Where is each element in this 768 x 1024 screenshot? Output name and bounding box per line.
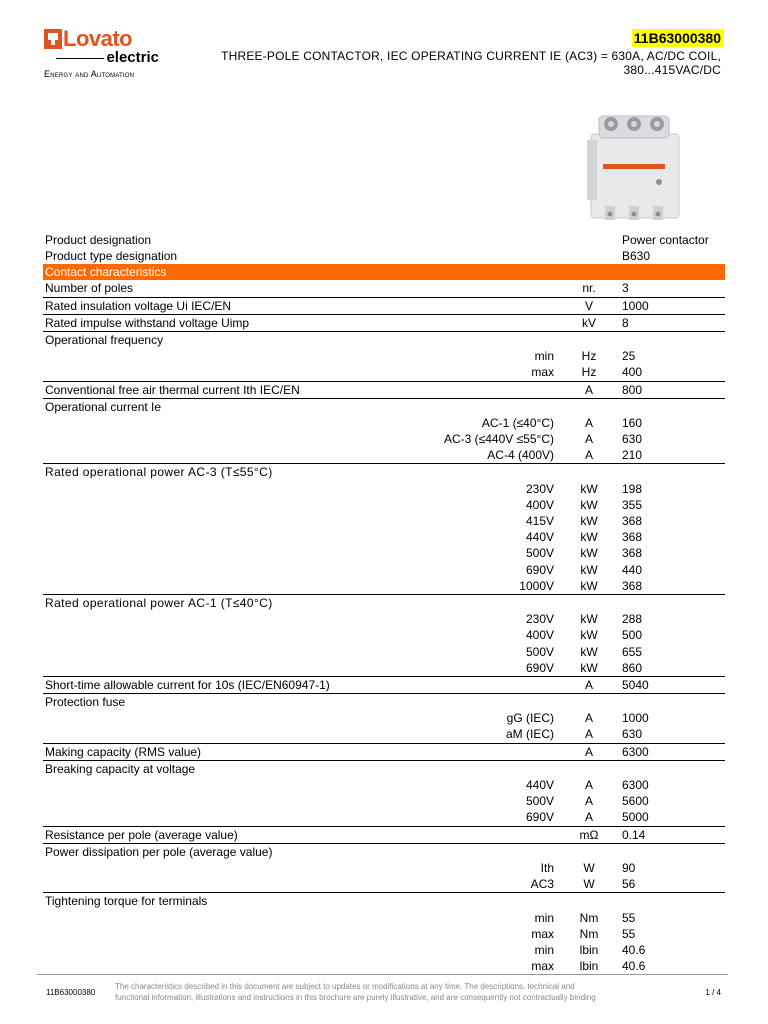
row-value: 5000 bbox=[622, 810, 649, 825]
table-row bbox=[43, 726, 725, 743]
row-label: Rated operational power AC-1 (T≤40°C) bbox=[45, 595, 273, 610]
row-sublabel: aM (IEC) bbox=[506, 727, 554, 742]
row-sublabel: 415V bbox=[525, 514, 554, 528]
table-row bbox=[43, 431, 725, 447]
row-label: Rated operational power AC-3 (T≤55°C) bbox=[45, 465, 273, 480]
table-row bbox=[43, 777, 725, 793]
row-value: 8 bbox=[622, 315, 629, 330]
row-value: 55 bbox=[622, 910, 636, 925]
row-unit: kW bbox=[580, 530, 598, 545]
table-row bbox=[43, 464, 725, 480]
row-value: 6300 bbox=[622, 778, 649, 792]
row-sublabel: 400V bbox=[525, 628, 554, 643]
logo-sub bbox=[44, 50, 159, 66]
logo-word: Lovato bbox=[63, 26, 133, 51]
table-row bbox=[43, 348, 725, 364]
row-value: Power contactor bbox=[622, 233, 709, 247]
row-sublabel: 690V bbox=[525, 810, 554, 825]
contactor-photo bbox=[583, 112, 685, 224]
row-unit: Nm bbox=[579, 910, 599, 925]
row-value: 3 bbox=[622, 281, 629, 296]
row-unit: Hz bbox=[581, 349, 597, 364]
row-unit: A bbox=[584, 744, 593, 759]
table-row bbox=[43, 578, 725, 595]
table-row bbox=[43, 844, 725, 860]
row-unit: A bbox=[584, 711, 593, 726]
specification-table bbox=[43, 232, 725, 974]
table-row bbox=[43, 627, 725, 643]
row-label: Breaking capacity at voltage bbox=[45, 761, 196, 776]
row-value: 630 bbox=[622, 432, 643, 447]
table-row bbox=[43, 809, 725, 826]
title-line-1: THREE-POLE CONTACTOR, IEC OPERATING CURRENT IE (AC3) = 630A, AC/DC COIL, bbox=[221, 49, 721, 63]
table-row bbox=[43, 382, 725, 399]
row-value: 355 bbox=[622, 497, 643, 512]
row-unit: A bbox=[584, 794, 593, 809]
row-sublabel: 440V bbox=[525, 530, 554, 545]
row-sublabel: 500V bbox=[525, 794, 554, 809]
row-value: 6300 bbox=[622, 744, 649, 759]
row-label: Protection fuse bbox=[45, 695, 126, 710]
table-row bbox=[43, 744, 725, 761]
document-title bbox=[181, 49, 721, 77]
table-row bbox=[43, 860, 725, 876]
row-unit: nr. bbox=[582, 281, 596, 296]
row-sublabel: min bbox=[534, 910, 554, 925]
table-row bbox=[43, 660, 725, 677]
row-value: 198 bbox=[622, 481, 643, 496]
row-unit: kW bbox=[580, 481, 598, 496]
row-sublabel: 500V bbox=[525, 546, 554, 561]
footer-product-code: 11B63000380 bbox=[46, 988, 96, 997]
table-row bbox=[43, 364, 725, 381]
row-sublabel: 400V bbox=[525, 497, 554, 512]
footer-disclaimer bbox=[115, 981, 675, 1003]
row-sublabel: 690V bbox=[525, 562, 554, 577]
row-value: 630 bbox=[622, 727, 643, 742]
row-unit: kW bbox=[580, 514, 598, 528]
footer-divider bbox=[37, 974, 728, 975]
row-unit: lbin bbox=[579, 959, 599, 974]
row-sublabel: max bbox=[531, 926, 554, 941]
row-value: 5040 bbox=[622, 677, 649, 692]
row-value: 55 bbox=[622, 926, 636, 941]
row-unit: kW bbox=[580, 644, 598, 659]
row-value: 210 bbox=[622, 448, 643, 463]
row-unit: kW bbox=[580, 562, 598, 577]
row-label: Conventional free air thermal current Ith IEC/EN bbox=[45, 382, 300, 397]
row-sublabel: min bbox=[534, 942, 554, 957]
logo-tagline bbox=[44, 69, 159, 79]
row-unit: Hz bbox=[581, 365, 597, 380]
table-row bbox=[43, 926, 725, 942]
row-label: Resistance per pole (average value) bbox=[45, 827, 238, 842]
row-value: 0.14 bbox=[622, 827, 646, 842]
table-row bbox=[43, 942, 725, 958]
row-value: 288 bbox=[622, 612, 643, 627]
row-sublabel: 690V bbox=[525, 660, 554, 675]
row-sublabel: AC-4 (400V) bbox=[487, 448, 554, 463]
row-sublabel: AC3 bbox=[530, 877, 554, 892]
logo-tagline-text: Energy and Automation bbox=[44, 69, 135, 79]
row-sublabel: 230V bbox=[525, 612, 554, 627]
row-unit: kW bbox=[580, 660, 598, 675]
row-value: 368 bbox=[622, 514, 643, 528]
row-unit: V bbox=[584, 298, 593, 313]
row-unit: kV bbox=[581, 315, 596, 330]
row-unit: mΩ bbox=[579, 827, 599, 842]
table-row bbox=[43, 677, 725, 694]
logo-sub-text: electric bbox=[106, 49, 159, 66]
row-unit: lbin bbox=[579, 942, 599, 957]
table-row bbox=[43, 910, 725, 926]
row-value: 368 bbox=[622, 578, 643, 593]
row-label: Product designation bbox=[45, 233, 152, 247]
row-sublabel: 440V bbox=[525, 778, 554, 792]
row-value: 90 bbox=[622, 860, 636, 875]
table-row bbox=[43, 447, 725, 464]
row-value: 1000 bbox=[622, 298, 649, 313]
table-row bbox=[43, 497, 725, 513]
table-row bbox=[43, 694, 725, 710]
row-label: Operational frequency bbox=[45, 332, 164, 347]
row-value: 1000 bbox=[622, 711, 649, 726]
disclaimer-line-2: functional information, illustrations and instructions in this brochure are purely illustrative, and are consequently not contractually binding bbox=[115, 993, 596, 1002]
row-value: B630 bbox=[622, 249, 651, 264]
table-row bbox=[43, 513, 725, 529]
row-label: Power dissipation per pole (average value) bbox=[45, 844, 273, 859]
row-label: Number of poles bbox=[45, 281, 134, 296]
row-value: 160 bbox=[622, 415, 643, 430]
table-row bbox=[43, 644, 725, 660]
row-value: 500 bbox=[622, 628, 643, 643]
row-value: 368 bbox=[622, 546, 643, 561]
row-value: 860 bbox=[622, 660, 643, 675]
row-label: Rated impulse withstand voltage Uimp bbox=[45, 315, 250, 330]
row-unit: Nm bbox=[579, 926, 599, 941]
row-unit: A bbox=[584, 727, 593, 742]
title-line-2: 380...415VAC/DC bbox=[623, 63, 721, 77]
row-unit: W bbox=[583, 877, 595, 892]
row-value: 5600 bbox=[622, 794, 649, 809]
row-value: 40.6 bbox=[622, 959, 646, 974]
table-row bbox=[43, 248, 725, 264]
disclaimer-line-1: The characteristics described in this document are subject to updates or modifications at any time. The descriptions, technical and bbox=[115, 982, 575, 991]
row-sublabel: AC-1 (≤40°C) bbox=[481, 415, 554, 430]
row-sublabel: 500V bbox=[525, 644, 554, 659]
row-value: 440 bbox=[622, 562, 643, 577]
row-sublabel: 1000V bbox=[519, 578, 554, 593]
row-unit: A bbox=[584, 778, 593, 792]
row-value: 40.6 bbox=[622, 942, 646, 957]
table-row bbox=[43, 793, 725, 809]
table-row bbox=[43, 893, 725, 909]
table-row bbox=[43, 280, 725, 297]
lovato-logo bbox=[44, 28, 159, 79]
page-number: 1 / 4 bbox=[705, 988, 721, 997]
row-label: Short-time allowable current for 10s (IEC/EN60947-1) bbox=[45, 677, 330, 692]
section-header bbox=[43, 264, 725, 280]
row-label: Product type designation bbox=[45, 249, 178, 264]
row-sublabel: max bbox=[531, 365, 554, 380]
row-sublabel: max bbox=[531, 959, 554, 974]
row-sublabel: AC-3 (≤440V ≤55°C) bbox=[443, 432, 554, 447]
table-row bbox=[43, 545, 725, 561]
row-unit: A bbox=[584, 415, 593, 430]
row-label: Making capacity (RMS value) bbox=[45, 744, 202, 759]
row-value: 368 bbox=[622, 530, 643, 545]
table-row bbox=[43, 481, 725, 497]
table-row bbox=[43, 761, 725, 777]
row-label: Rated insulation voltage Ui IEC/EN bbox=[45, 298, 232, 313]
table-row bbox=[43, 315, 725, 332]
row-unit: kW bbox=[580, 546, 598, 561]
table-row bbox=[43, 611, 725, 627]
row-unit: A bbox=[584, 432, 593, 447]
row-unit: kW bbox=[580, 612, 598, 627]
row-unit: A bbox=[584, 810, 593, 825]
row-value: 400 bbox=[622, 365, 643, 380]
row-value: 655 bbox=[622, 644, 643, 659]
product-code-badge: 11B63000380 bbox=[632, 29, 724, 47]
table-row bbox=[43, 710, 725, 726]
logo-square-icon bbox=[44, 29, 62, 49]
table-row bbox=[43, 958, 725, 974]
row-unit: kW bbox=[580, 628, 598, 643]
row-label: Contact characteristics bbox=[45, 265, 167, 280]
row-sublabel: 230V bbox=[525, 481, 554, 496]
row-unit: A bbox=[584, 448, 593, 463]
table-row bbox=[43, 595, 725, 611]
row-unit: kW bbox=[580, 578, 598, 593]
table-row bbox=[43, 876, 725, 893]
row-sublabel: min bbox=[534, 349, 554, 364]
row-sublabel: Ith bbox=[540, 860, 554, 875]
row-unit: A bbox=[584, 677, 593, 692]
table-row bbox=[43, 399, 725, 415]
row-value: 56 bbox=[622, 877, 636, 892]
row-unit: kW bbox=[580, 497, 598, 512]
row-unit: A bbox=[584, 382, 593, 397]
row-value: 800 bbox=[622, 382, 643, 397]
row-value: 25 bbox=[622, 349, 636, 364]
row-sublabel: gG (IEC) bbox=[506, 711, 554, 726]
table-row bbox=[43, 232, 725, 248]
row-label: Tightening torque for terminals bbox=[45, 894, 208, 909]
logo-mark bbox=[44, 28, 159, 50]
table-row bbox=[43, 827, 725, 844]
table-row bbox=[43, 332, 725, 348]
row-unit: W bbox=[583, 860, 595, 875]
row-label: Operational current Ie bbox=[45, 399, 162, 414]
table-row bbox=[43, 562, 725, 578]
table-row bbox=[43, 529, 725, 545]
table-row bbox=[43, 298, 725, 315]
table-row bbox=[43, 415, 725, 431]
